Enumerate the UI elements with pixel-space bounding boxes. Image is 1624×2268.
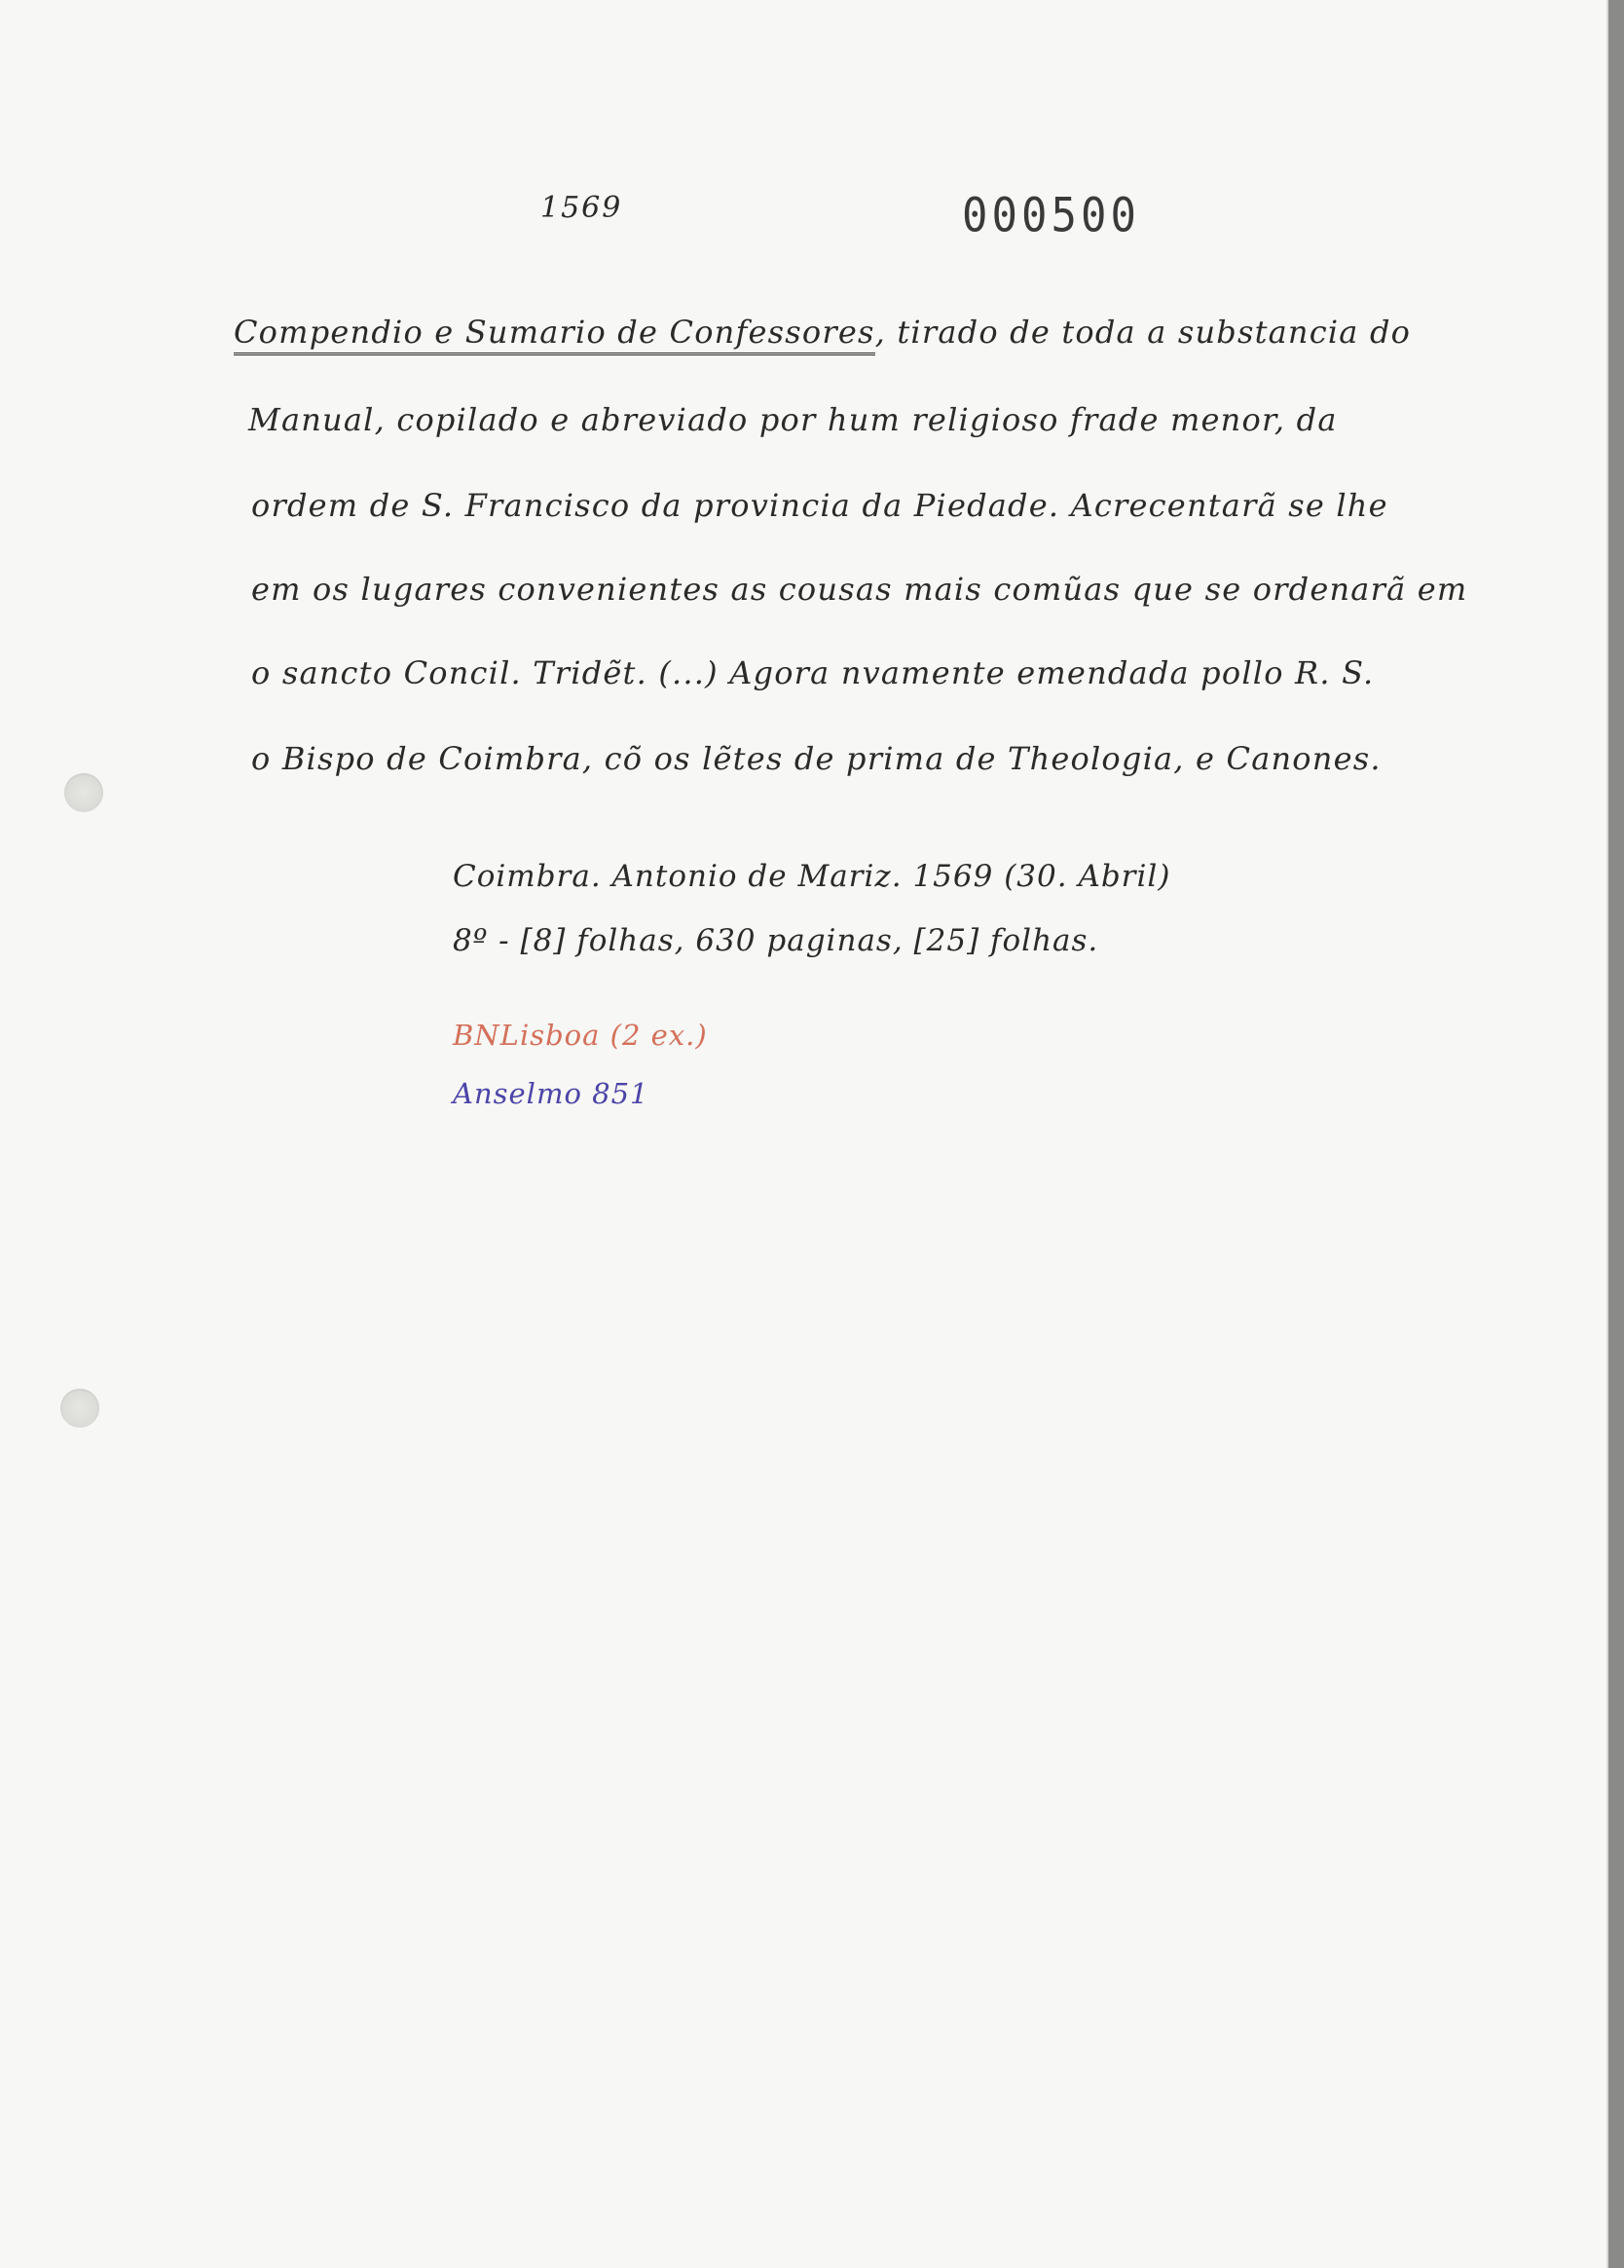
imprint-publisher: Coimbra. Antonio de Mariz. 1569 (30. Abril) bbox=[453, 859, 1171, 894]
entry-line-2: Manual, copilado e abreviado por hum religioso frade menor, da bbox=[248, 401, 1338, 438]
entry-line-1 bbox=[234, 314, 1411, 355]
imprint-collation: 8º - [8] folhas, 630 paginas, [25] folhas. bbox=[453, 923, 1099, 958]
holding-reference: Anselmo 851 bbox=[453, 1077, 649, 1110]
entry-line-5: o sancto Concil. Tridẽt. (...) Agora nvamente emendada pollo R. S. bbox=[251, 654, 1375, 691]
stamp-number: 000500 bbox=[962, 188, 1140, 243]
entry-line-6: o Bispo de Coimbra, cõ os lẽtes de prima de Theologia, e Canones. bbox=[251, 740, 1382, 777]
punch-hole-upper bbox=[64, 773, 103, 812]
entry-line-3: ordem de S. Francisco da provincia da Piedade. Acrecentarã se lhe bbox=[251, 487, 1388, 524]
punch-hole-lower bbox=[60, 1389, 99, 1428]
entry-year: 1569 bbox=[540, 191, 623, 225]
entry-line-4: em os lugares convenientes as cousas mais comũas que se ordenarã em bbox=[251, 571, 1468, 608]
holding-library: BNLisboa (2 ex.) bbox=[453, 1019, 708, 1052]
entry-title: Compendio e Sumario de Confessores bbox=[234, 314, 875, 355]
entry-line-1-rest: , tirado de toda a substancia do bbox=[874, 314, 1412, 351]
